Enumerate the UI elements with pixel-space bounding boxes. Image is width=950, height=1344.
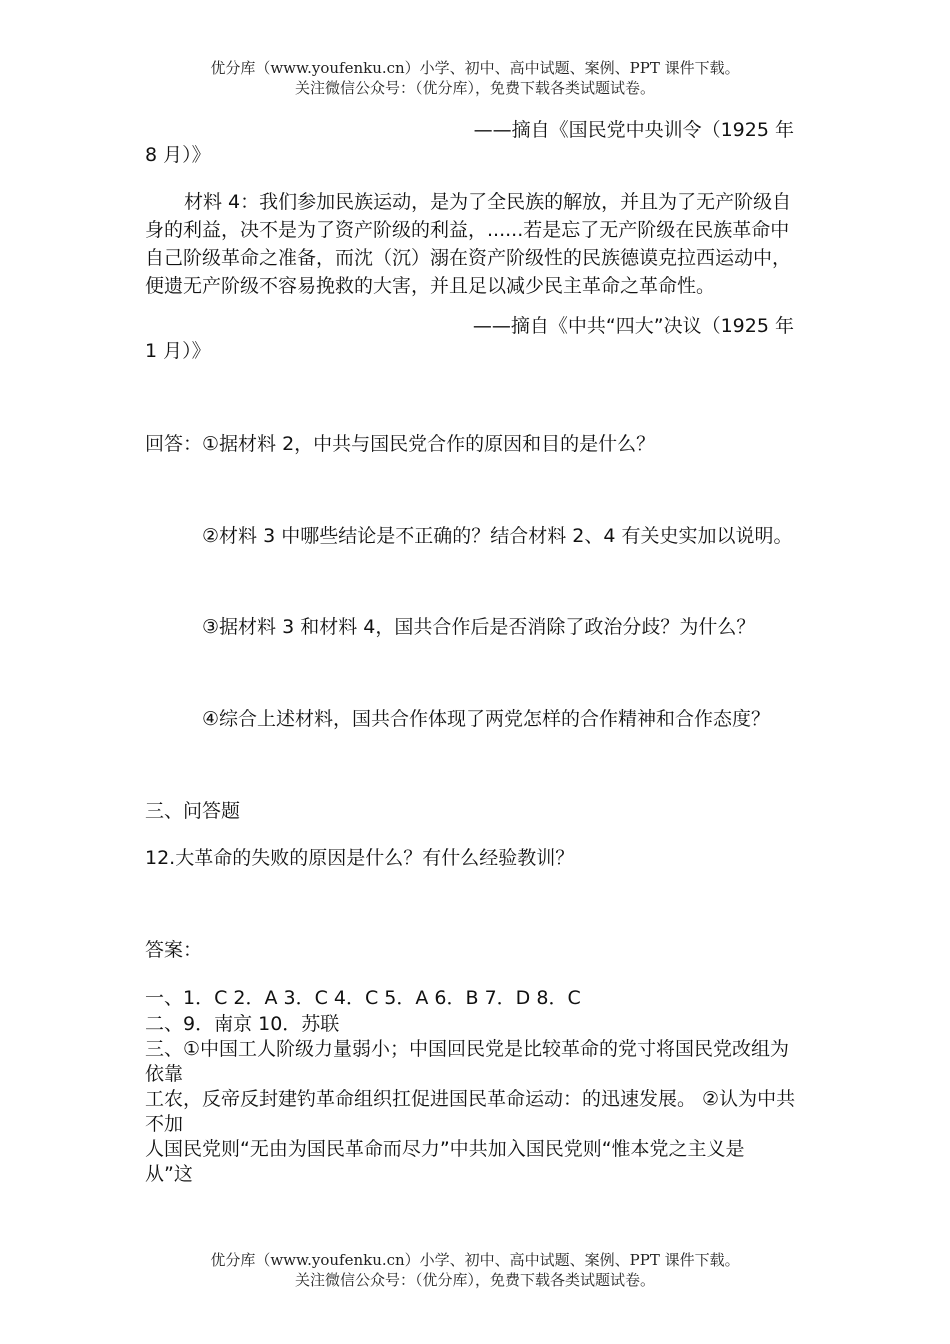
page-footer	[0, 1250, 950, 1290]
material4-source-line-2: 1 月）》	[145, 340, 211, 362]
answer-line: 从”这	[145, 1163, 193, 1185]
answer-line: 一、1．C 2．A 3．C 4．C 5．A 6．B 7．D 8．C	[145, 987, 581, 1009]
answer-line: 工农，反帝反封建钓革命组织扛促进国民革命运动：的迅速发展。 ②认为中共	[145, 1088, 796, 1110]
answer-line: 依靠	[145, 1063, 184, 1085]
question-4: ④综合上述材料，国共合作体现了两党怎样的合作精神和合作态度？	[202, 708, 771, 730]
question-1: 回答：①据材料 2，中共与国民党合作的原因和目的是什么？	[145, 433, 656, 455]
material4-line: 身的利益，决不是为了资产阶级的利益，......若是忘了无产阶级在民族革命中	[145, 219, 790, 241]
section3-title: 三、问答题	[145, 800, 241, 822]
material4-line: 自己阶级革命之准备，而沈（沉）溺在资产阶级性的民族德谟克拉西运动中，	[145, 247, 792, 269]
material4-source-line-1: ——摘自《中共“四大”决议（1925 年	[472, 315, 794, 337]
question-12: 12.大革命的失败的原因是什么？有什么经验教训？	[145, 847, 575, 869]
material4-line: 材料 4：我们参加民族运动，是为了全民族的解放，并且为了无产阶级自	[184, 191, 792, 213]
page-header	[0, 58, 950, 98]
answer-line: 二、9．南京 10．苏联	[145, 1013, 340, 1035]
material4-line: 便遗无产阶级不容易挽救的大害，并且足以减少民主革命之革命性。	[145, 275, 716, 297]
footer-line-2: 关注微信公众号：（优分库），免费下载各类试题试卷。	[294, 1271, 655, 1289]
answer-line: 人国民党则“无由为国民革命而尽力”中共加入国民党则“惟本党之主义是	[145, 1138, 745, 1160]
header-line-2: 关注微信公众号：（优分库），免费下载各类试题试卷。	[294, 79, 655, 97]
question-3: ③据材料 3 和材料 4，国共合作后是否消除了政治分歧？为什么？	[202, 616, 756, 638]
material4-paragraph	[145, 188, 797, 300]
question-2: ②材料 3 中哪些结论是不正确的？结合材料 2、4 有关史实加以说明。	[202, 525, 793, 547]
answer-line: 三、①中国工人阶级力量弱小；中国回民党是比较革命的党寸将国民党改组为	[145, 1038, 790, 1060]
footer-line-1: 优分库（www.youfenku.cn）小学、初中、高中试题、案例、PPT 课件下载。	[210, 1251, 740, 1269]
answer-line: 不加	[145, 1113, 184, 1135]
material3-source-line-2: 8 月）》	[145, 144, 211, 166]
material3-source-line-1: ——摘自《国民党中央训令（1925 年	[473, 119, 794, 141]
header-line-1: 优分库（www.youfenku.cn）小学、初中、高中试题、案例、PPT 课件下载。	[210, 59, 740, 77]
answers-title: 答案：	[145, 939, 203, 961]
